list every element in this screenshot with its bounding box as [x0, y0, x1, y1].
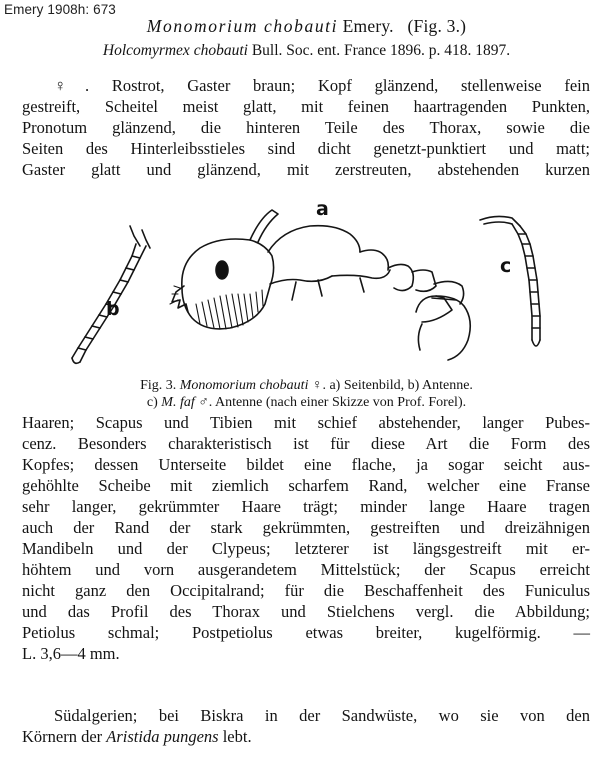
text-line: Südalgerien; bei Biskra in der Sandwüste, wo sie von den	[54, 706, 590, 725]
caption-species: Monomorium chobauti	[179, 378, 309, 393]
text-line: höhtem und vorn ausgerandetem Mittelstück; der Scapus erreicht	[22, 560, 590, 579]
caption-prefix: c)	[146, 395, 158, 410]
description-paragraph-2	[22, 412, 590, 664]
text-line: gestreift, Scheitel meist glatt, mit feinen haartragenden Punkten,	[22, 97, 590, 116]
ant-illustration	[60, 200, 560, 370]
species-heading	[0, 16, 613, 37]
figure-caption-line-1	[0, 377, 613, 394]
text-line: ♀. Rostrot, Gaster braun; Kopf glänzend, stellenweise fein	[54, 76, 590, 95]
text-line: Mandibeln und der Clypeus; letzterer ist längsgestreift mit er-	[22, 539, 590, 558]
text-fragment: Körnern der	[22, 727, 103, 746]
distribution-paragraph	[22, 705, 590, 747]
text-line: Petiolus schmal; Postpetiolus etwas breiter, kugelförmig. —	[22, 623, 590, 642]
synonym-name: Holcomyrmex chobauti	[102, 42, 248, 59]
text-line: sehr langer, gekrümmter Haare trägt; minder lange Haare tragen	[22, 497, 590, 516]
text-line: L. 3,6—4 mm.	[22, 644, 120, 663]
ant-body-drawing	[170, 210, 470, 360]
text-line: und das Profil des Thorax und Stielchens vergl. die Abbildung;	[22, 602, 590, 621]
species-author: Emery.	[342, 16, 394, 36]
text-line: gehöhlte Scheibe mit ziemlich scharfem Rand, welcher eine Franse	[22, 476, 590, 495]
antenna-c-drawing	[480, 216, 540, 346]
text-line: Gaster glatt und glänzend, mit zerstreuten, abstehenden kurzen	[22, 160, 590, 179]
figure-caption-line-2	[0, 394, 613, 411]
synonym-line	[0, 42, 613, 60]
page-reference: Emery 1908h: 673	[4, 2, 116, 17]
caption-species: M. faf	[161, 395, 195, 410]
text-line: cenz. Besonders charakteristisch ist für diese Art die Form des	[22, 434, 590, 453]
synonym-citation: Bull. Soc. ent. France 1896. p. 418. 1897.	[251, 42, 511, 59]
text-line: Seiten des Hinterleibsstieles sind dicht genetzt-punktiert und matt;	[22, 139, 590, 158]
figure-label-c: c	[500, 255, 512, 277]
species-name: Monomorium chobauti	[146, 16, 339, 36]
text-line: Haaren; Scapus und Tibien mit schief abstehender, langer Pubes-	[22, 413, 590, 432]
text-line: Pronotum glänzend, die hinteren Teile des Thorax, sowie die	[22, 118, 590, 137]
description-paragraph-1	[22, 75, 590, 180]
figure-label-a: a	[316, 198, 329, 220]
text-line: nicht ganz den Occipitalrand; für die Beschaffenheit des Funiculus	[22, 581, 590, 600]
caption-text: ♂. Antenne (nach einer Skizze von Prof. Forel).	[198, 395, 467, 410]
antenna-b-drawing	[72, 226, 150, 363]
figure-label-b: b	[106, 298, 120, 320]
text-line: auch der Rand der stark gekrümmten, gestreiften und dreizähnigen	[22, 518, 590, 537]
plant-species-name: Aristida pungens	[106, 727, 219, 746]
ant-drawing	[60, 200, 560, 370]
caption-fig-number: Fig. 3.	[140, 378, 177, 393]
caption-text: ♀. a) Seitenbild, b) Antenne.	[311, 378, 473, 393]
text-fragment: lebt.	[222, 727, 252, 746]
text-line	[22, 726, 590, 747]
text-line: Kopfes; dessen Unterseite bildet eine flache, ja sogar seicht aus-	[22, 455, 590, 474]
figure-reference: (Fig. 3.)	[407, 16, 467, 36]
